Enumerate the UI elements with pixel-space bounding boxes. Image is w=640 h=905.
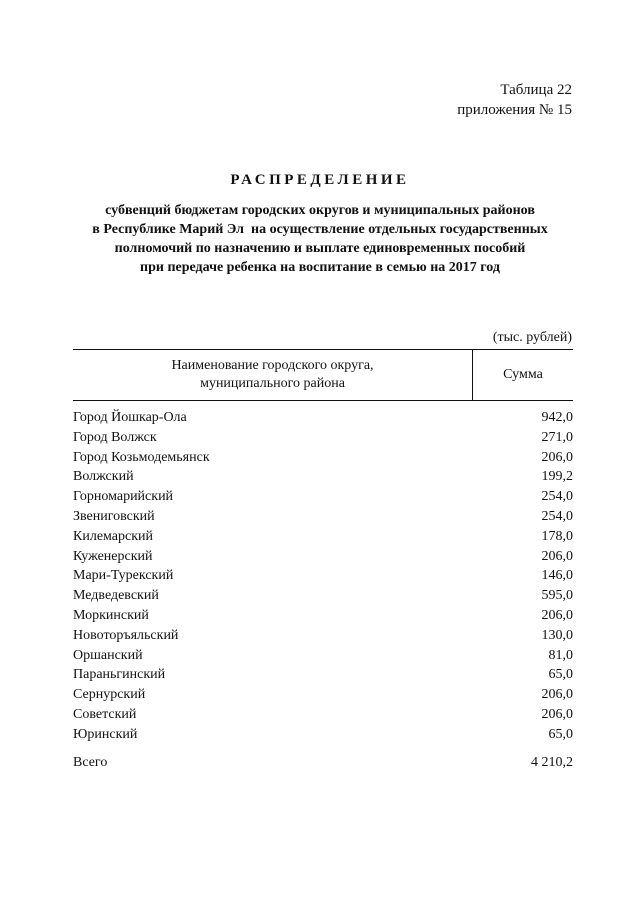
table-row xyxy=(73,428,573,448)
row-value: 206,0 xyxy=(541,687,573,703)
row-name: Моркинский xyxy=(73,607,149,623)
table-header xyxy=(73,349,573,401)
header-name-line: муниципального района xyxy=(200,376,345,391)
annex-appendix-number: приложения № 15 xyxy=(457,102,572,118)
row-name: Медведевский xyxy=(73,588,159,604)
row-name: Куженерский xyxy=(73,548,153,564)
row-name: Параньгинский xyxy=(73,667,166,683)
subtitle-line: субвенций бюджетам городских округов и муниципальных районов xyxy=(105,203,535,218)
row-name: Мари-Турекский xyxy=(73,568,174,584)
row-name: Горномарийский xyxy=(73,489,174,505)
row-name: Килемарский xyxy=(73,528,154,544)
table-body xyxy=(73,408,573,745)
header-name-column xyxy=(73,350,473,400)
total-value: 4 210,2 xyxy=(531,754,573,770)
row-name: Город Козьмодемьянск xyxy=(73,449,210,465)
document-subtitle xyxy=(60,201,580,277)
table-row xyxy=(73,448,573,468)
row-value: 65,0 xyxy=(548,726,573,742)
table-row xyxy=(73,725,573,745)
total-label: Всего xyxy=(73,754,108,770)
subtitle-line: в Республике Марий Эл на осуществление отдельных государственных xyxy=(92,222,548,237)
row-value: 254,0 xyxy=(541,489,573,505)
row-name: Город Волжск xyxy=(73,429,157,445)
header-sum-column: Сумма xyxy=(503,367,543,382)
table-total-row xyxy=(73,755,573,771)
row-value: 65,0 xyxy=(548,667,573,683)
row-value: 254,0 xyxy=(541,508,573,524)
table-row xyxy=(73,467,573,487)
row-value: 199,2 xyxy=(541,469,573,485)
table-row xyxy=(73,408,573,428)
table-row xyxy=(73,606,573,626)
row-value: 206,0 xyxy=(541,449,573,465)
distribution-table xyxy=(73,349,573,771)
table-row xyxy=(73,527,573,547)
table-row xyxy=(73,586,573,606)
row-value: 130,0 xyxy=(541,627,573,643)
table-row xyxy=(73,626,573,646)
subtitle-line: полномочий по назначению и выплате единовременных пособий xyxy=(114,241,526,256)
row-name: Оршанский xyxy=(73,647,143,663)
row-value: 146,0 xyxy=(541,568,573,584)
row-value: 206,0 xyxy=(541,548,573,564)
table-row xyxy=(73,547,573,567)
row-value: 178,0 xyxy=(541,528,573,544)
units-note: (тыс. рублей) xyxy=(492,330,572,345)
header-name-line: Наименование городского округа, xyxy=(171,358,374,373)
row-name: Юринский xyxy=(73,726,138,742)
annex-table-number: Таблица 22 xyxy=(500,82,572,98)
table-row xyxy=(73,487,573,507)
row-name: Новоторъяльский xyxy=(73,627,179,643)
row-name: Сернурский xyxy=(73,687,146,703)
row-value: 595,0 xyxy=(541,588,573,604)
subtitle-line: при передаче ребенка на воспитание в семью на 2017 год xyxy=(140,260,500,275)
row-name: Волжский xyxy=(73,469,134,485)
table-row xyxy=(73,705,573,725)
table-row xyxy=(73,507,573,527)
document-title: РАСПРЕДЕЛЕНИЕ xyxy=(230,172,410,188)
table-row xyxy=(73,665,573,685)
row-value: 81,0 xyxy=(548,647,573,663)
row-name: Советский xyxy=(73,706,137,722)
row-value: 271,0 xyxy=(541,429,573,445)
table-row xyxy=(73,685,573,705)
row-value: 206,0 xyxy=(541,607,573,623)
table-row xyxy=(73,566,573,586)
table-row xyxy=(73,646,573,666)
row-name: Звениговский xyxy=(73,508,155,524)
row-value: 206,0 xyxy=(541,706,573,722)
annex-reference xyxy=(457,80,572,120)
row-value: 942,0 xyxy=(541,410,573,425)
row-name: Город Йошкар-Ола xyxy=(73,410,187,425)
